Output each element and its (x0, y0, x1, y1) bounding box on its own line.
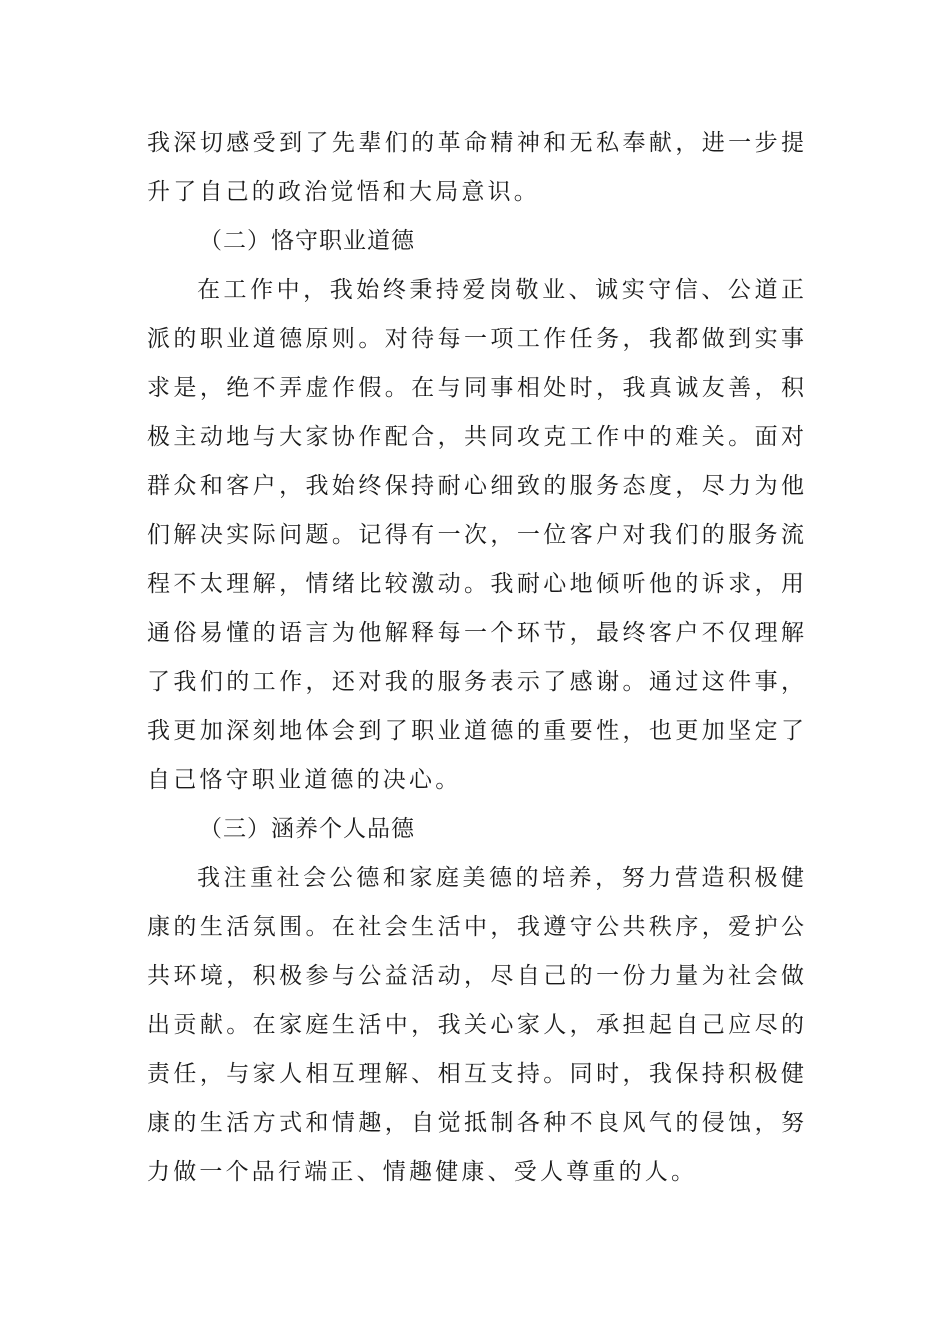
text-line: 通俗易懂的语言为他解释每一个环节，最终客户不仅理解 (147, 620, 804, 646)
text-line: 自己恪守职业道德的决心。 (147, 767, 462, 793)
section-heading: （二）恪守职业道德 (199, 228, 415, 254)
text-line: 出贡献。在家庭生活中，我关心家人，承担起自己应尽的 (147, 1012, 804, 1038)
text-line: 程不太理解，情绪比较激动。我耐心地倾听他的诉求，用 (147, 571, 804, 597)
text-line: 康的生活方式和情趣，自觉抵制各种不良风气的侵蚀，努 (147, 1110, 804, 1136)
text-line: 我更加深刻地体会到了职业道德的重要性，也更加坚定了 (147, 718, 804, 744)
document-page (147, 119, 804, 1197)
text-line: 共环境，积极参与公益活动，尽自己的一份力量为社会做 (147, 963, 804, 989)
text-line: 我注重社会公德和家庭美德的培养，努力营造积极健 (197, 865, 804, 891)
text-line: 们解决实际问题。记得有一次，一位客户对我们的服务流 (147, 522, 804, 548)
text-line: 我深切感受到了先辈们的革命精神和无私奉献，进一步提 (147, 130, 804, 156)
text-line: 派的职业道德原则。对待每一项工作任务，我都做到实事 (147, 326, 804, 352)
text-line: 极主动地与大家协作配合，共同攻克工作中的难关。面对 (147, 424, 804, 450)
text-line: 求是，绝不弄虚作假。在与同事相处时，我真诚友善，积 (147, 375, 804, 401)
text-line: 力做一个品行端正、情趣健康、受人尊重的人。 (147, 1159, 698, 1185)
text-line: 了我们的工作，还对我的服务表示了感谢。通过这件事， (147, 669, 804, 695)
text-line: 康的生活氛围。在社会生活中，我遵守公共秩序，爱护公 (147, 914, 804, 940)
text-line: 升了自己的政治觉悟和大局意识。 (147, 179, 540, 205)
text-line: 在工作中，我始终秉持爱岗敬业、诚实守信、公道正 (197, 277, 804, 303)
text-line: 责任，与家人相互理解、相互支持。同时，我保持积极健 (147, 1061, 804, 1087)
section-heading: （三）涵养个人品德 (199, 816, 415, 842)
text-line: 群众和客户，我始终保持耐心细致的服务态度，尽力为他 (147, 473, 804, 499)
